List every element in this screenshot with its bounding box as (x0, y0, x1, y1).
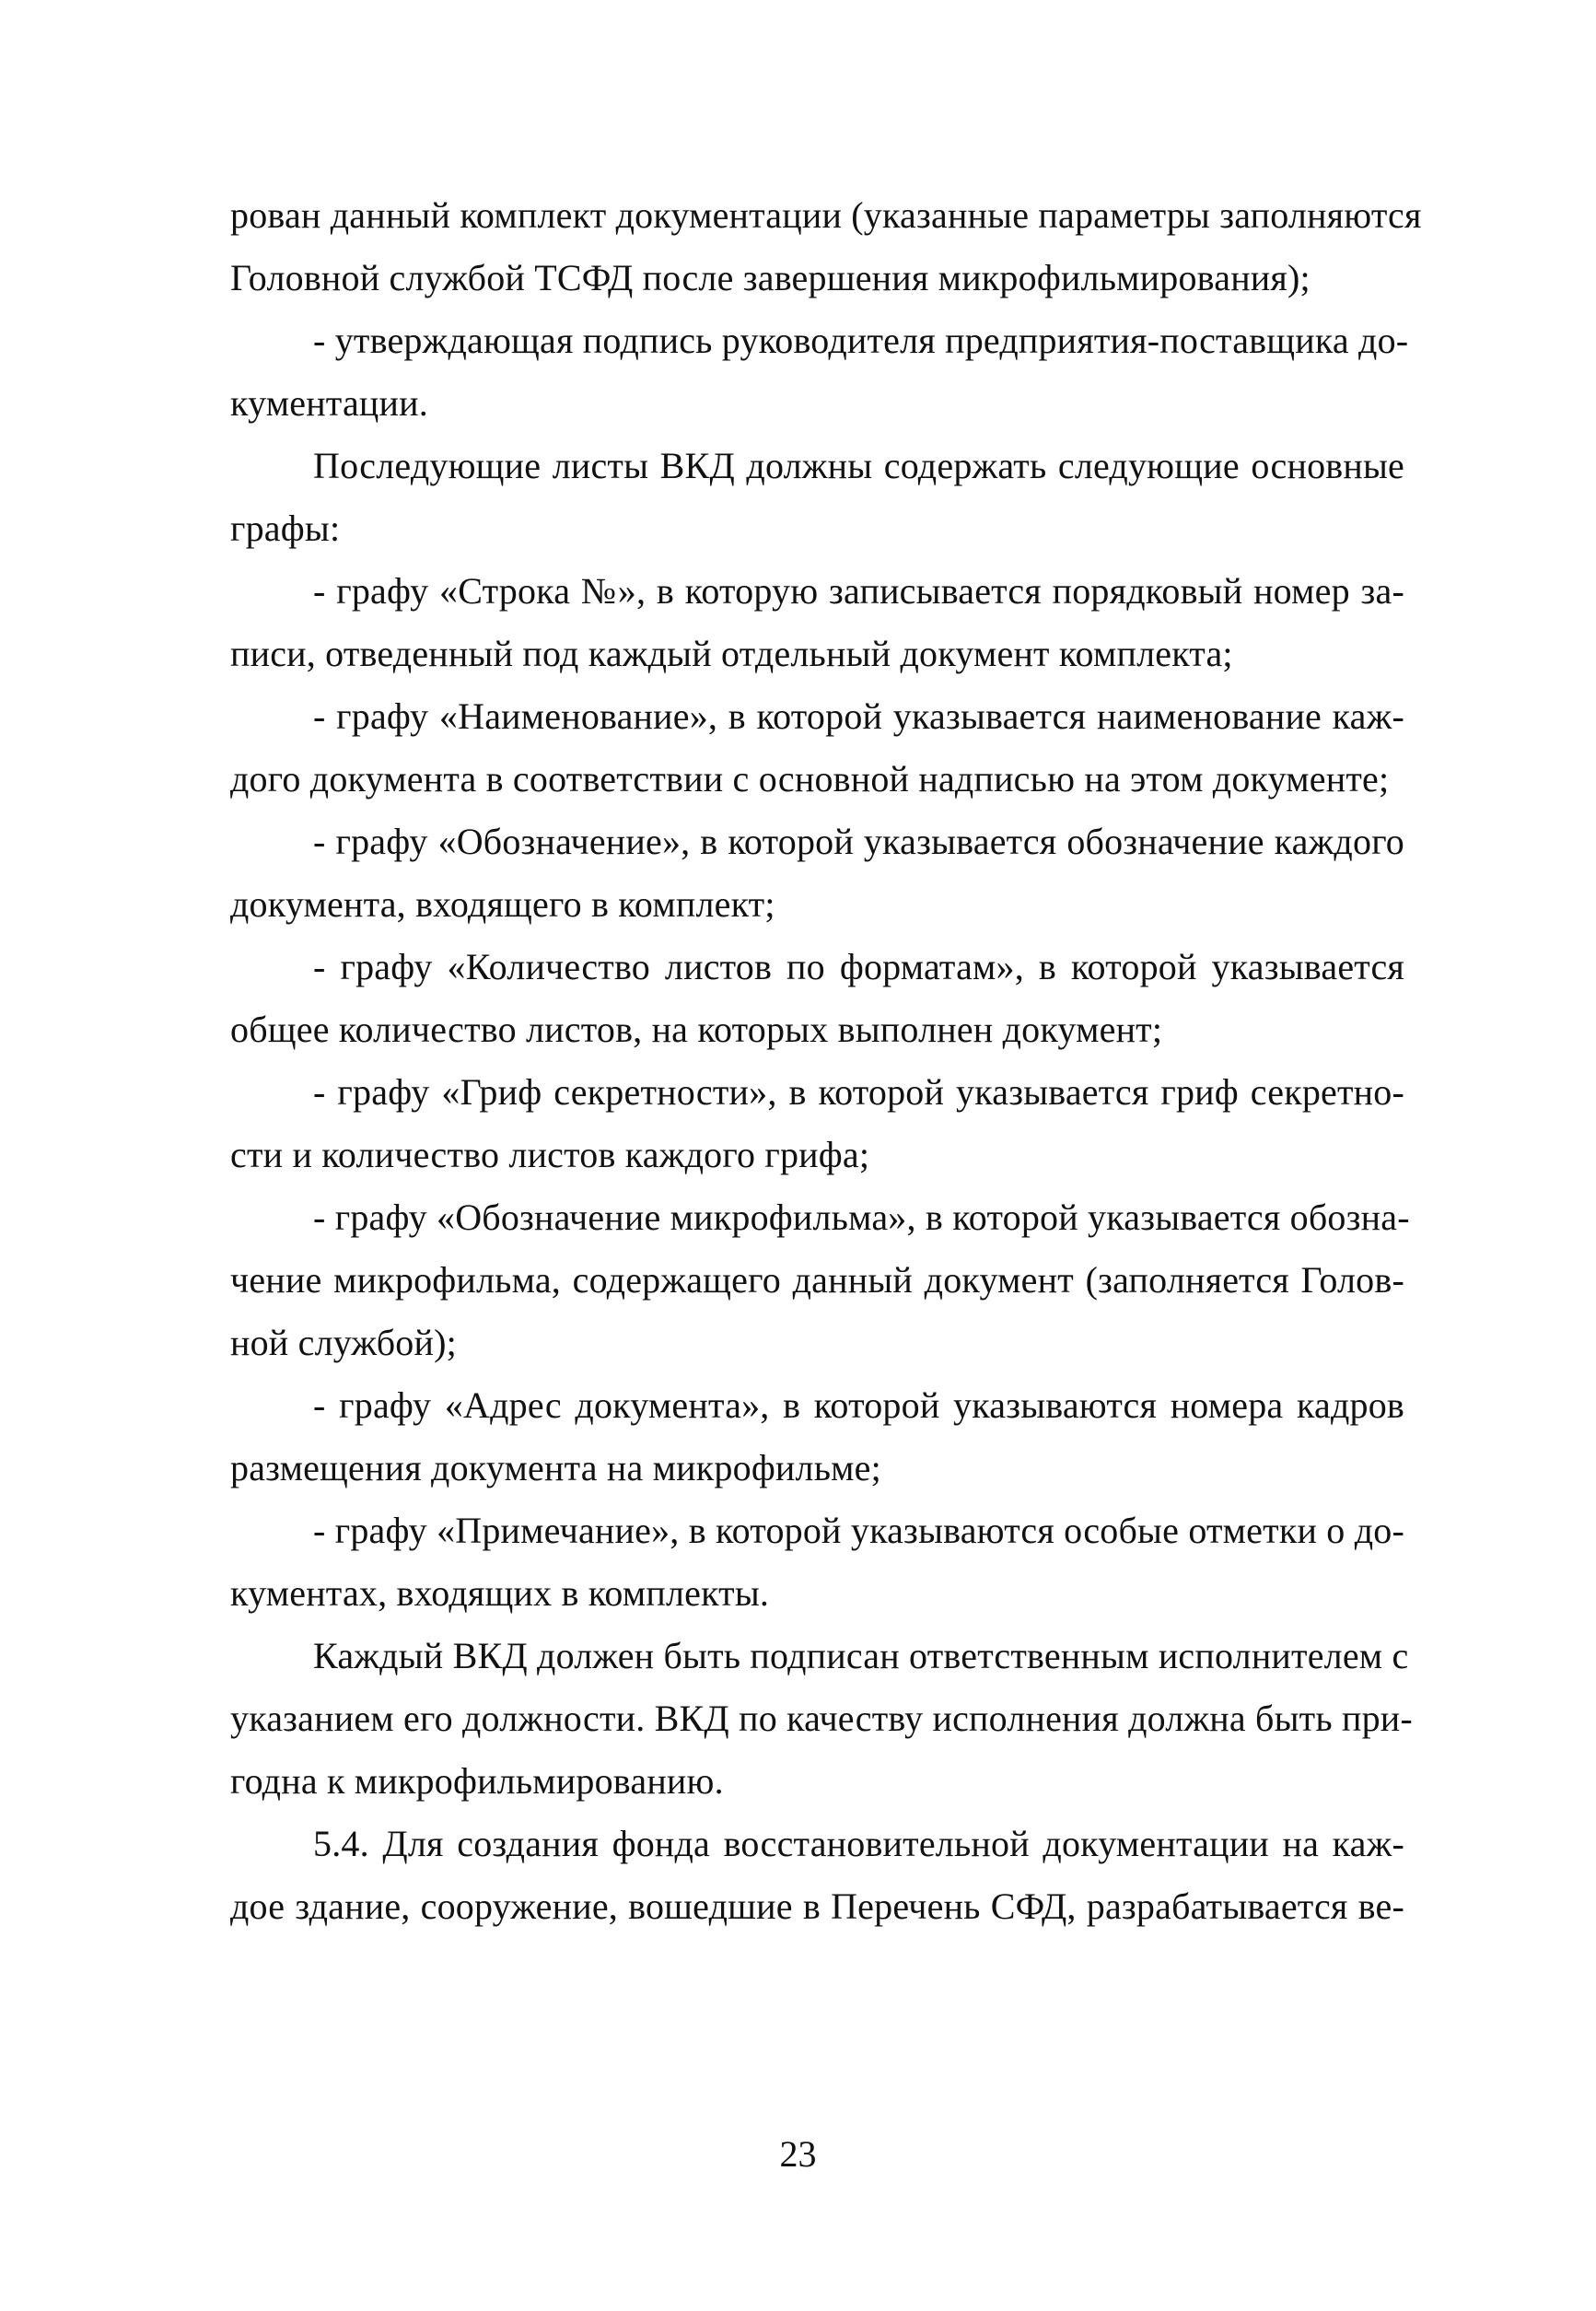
text-line: сти и количество листов каждого грифа; (230, 1134, 870, 1175)
text-line: размещения документа на микрофильме; (230, 1447, 881, 1488)
paragraph-signature (230, 309, 1409, 435)
list-item-address (230, 1374, 1404, 1500)
text-line: - графу «Количество листов по форматам», в которой указывается (313, 946, 1404, 987)
text-line: - графу «Примечание», в которой указываются особые отметки о до- (313, 1510, 1404, 1551)
body-text (230, 184, 1422, 1938)
list-item-name (230, 685, 1404, 811)
text-line: Головной службой ТСФД после завершения микрофильмирования); (230, 257, 1311, 298)
list-item-microfilm (230, 1186, 1410, 1374)
text-line: рован данный комплект документации (указанные параметры заполняются (230, 194, 1422, 236)
text-line: дое здание, сооружение, вошедшие в Перечень СФД, разрабатывается ве- (230, 1885, 1404, 1927)
paragraph-continuation (230, 184, 1422, 309)
text-line: ной службой); (230, 1322, 457, 1363)
text-line: писи, отведенный под каждый отдельный документ комплекта; (230, 633, 1233, 674)
text-line: - графу «Строка №», в которую записывается порядковый номер за- (313, 570, 1404, 612)
text-line: указанием его должности. ВКД по качеству исполнения должна быть при- (230, 1698, 1413, 1739)
text-line: дого документа в соответствии с основной надписью на этом документе; (230, 758, 1390, 800)
text-line: годна к микрофильмированию. (230, 1760, 724, 1802)
text-line: документа, входящего в комплект; (230, 883, 775, 925)
text-line: общее количество листов, на которых выполнен документ; (230, 1009, 1163, 1050)
page-number: 23 (779, 2133, 817, 2175)
list-item-secrecy (230, 1061, 1404, 1186)
paragraph-subsequent-sheets (230, 435, 1404, 560)
text-line: Каждый ВКД должен быть подписан ответственным исполнителем с (313, 1635, 1409, 1676)
text-line: - графу «Обозначение», в которой указывается обозначение каждого (313, 821, 1404, 862)
text-line: - графу «Адрес документа», в которой указываются номера кадров (313, 1384, 1404, 1426)
text-line: чение микрофильма, содержащего данный документ (заполняется Голов- (230, 1259, 1404, 1301)
text-line: графы: (230, 508, 341, 549)
text-line: - графу «Обозначение микрофильма», в которой указывается обозна- (313, 1196, 1410, 1238)
paragraph-section-5-4 (230, 1813, 1404, 1938)
text-line: кументах, входящих в комплекты. (230, 1572, 770, 1614)
text-line: 5.4. Для создания фонда восстановительной документации на каж- (313, 1823, 1404, 1864)
text-line: - утверждающая подпись руководителя предприятия-поставщика до- (313, 320, 1409, 361)
paragraph-signing (230, 1625, 1413, 1813)
text-line: - графу «Наименование», в которой указывается наименование каж- (313, 695, 1404, 737)
text-line: кументации. (230, 382, 428, 424)
text-line: - графу «Гриф секретности», в которой указывается гриф секретно- (313, 1071, 1404, 1113)
list-item-row-number (230, 560, 1404, 685)
list-item-sheet-count (230, 936, 1404, 1061)
text-line: Последующие листы ВКД должны содержать следующие основные (313, 445, 1404, 486)
list-item-note (230, 1500, 1404, 1625)
list-item-designation (230, 811, 1404, 936)
